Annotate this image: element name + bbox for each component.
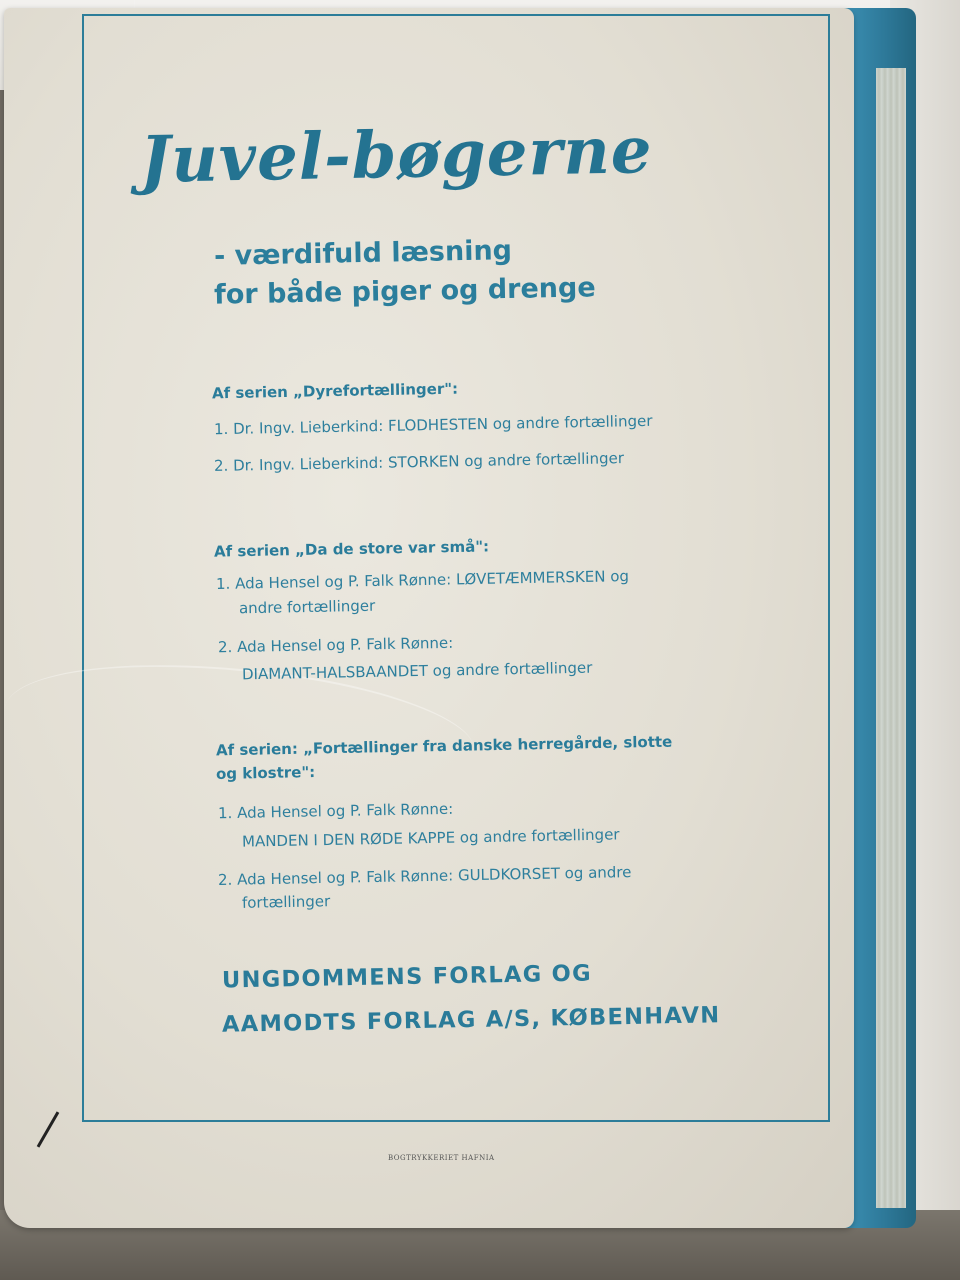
printer-credit: BOGTRYKKERIET HAFNIA: [388, 1154, 495, 1162]
list-item-continuation: MANDEN I DEN RØDE KAPPE og andre fortællinger: [241, 825, 620, 851]
cover-subtitle-line-2: for både piger og drenge: [213, 272, 596, 311]
list-item-continuation: DIAMANT-HALSBAANDET og andre fortællinger: [241, 658, 593, 684]
list-item: 1. Ada Hensel og P. Falk Rønne:: [217, 799, 454, 823]
publisher-line-2: AAMODTS FORLAG A/S, KØBENHAVN: [221, 1002, 721, 1038]
list-item: 2. Ada Hensel og P. Falk Rønne:: [217, 633, 454, 657]
list-item: 1. Ada Hensel og P. Falk Rønne: LØVETÆMMERSKEN og: [215, 567, 630, 593]
list-item-continuation: andre fortællinger: [238, 596, 376, 618]
book: [4, 8, 920, 1228]
ink-mark: [37, 1111, 60, 1147]
series-heading-continuation: og klostre":: [215, 763, 316, 783]
list-item: 2. Dr. Ingv. Lieberkind: STORKEN og andre fortællinger: [213, 449, 625, 475]
list-item-continuation: fortællinger: [241, 892, 331, 912]
page-edges: [876, 68, 906, 1208]
cover-subtitle-line-1: - værdifuld læsning: [213, 235, 513, 272]
series-heading: Af serien „Dyrefortællinger":: [211, 379, 459, 403]
back-cover: [4, 8, 854, 1228]
series-heading: Af serien: „Fortællinger fra danske herregårde, slotte: [215, 732, 673, 760]
series-heading: Af serien „Da de store var små":: [213, 537, 490, 561]
list-item: 2. Ada Hensel og P. Falk Rønne: GULDKORSET og andre: [217, 863, 632, 889]
publisher-line-1: UNGDOMMENS FORLAG OG: [221, 960, 593, 994]
list-item: 1. Dr. Ingv. Lieberkind: FLODHESTEN og andre fortællinger: [213, 411, 653, 439]
cover-title: Juvel-bøgerne: [139, 113, 654, 198]
